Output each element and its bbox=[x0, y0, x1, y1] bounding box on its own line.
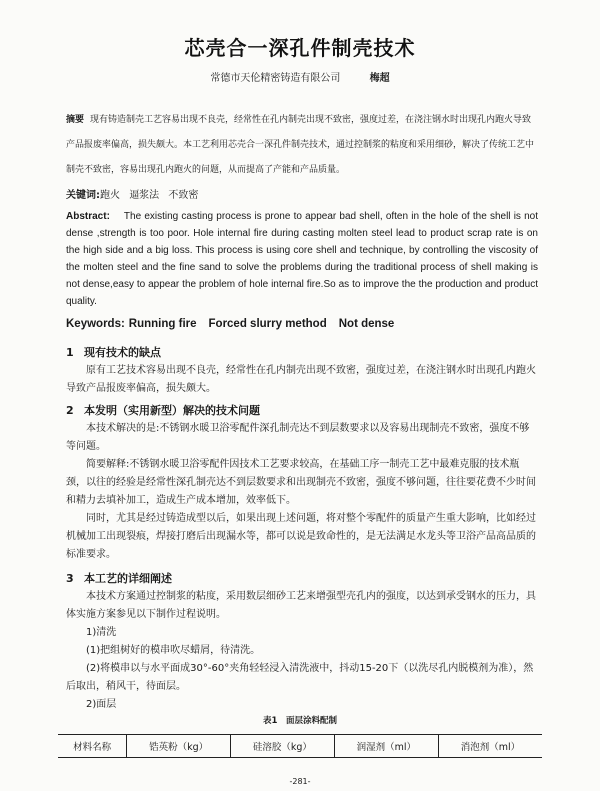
keyword-cn: 逼浆法 bbox=[129, 190, 160, 201]
abstract-cn bbox=[66, 108, 538, 183]
author: 梅超 bbox=[369, 73, 390, 84]
paragraph: 简要解释:不锈钢水暖卫浴零配件因技术工艺要求较高，在基础工序一制壳工艺中最难克服的技术瓶颈，以往的经验是经常性深孔制壳达不到层数要求和出现制壳不致密，强度不够问题，往往要花费不少时间和精力去填补加工，造成生产成本增加，效率低下。 bbox=[66, 459, 536, 506]
keyword-en: Forced slurry method bbox=[208, 318, 327, 330]
section-1-body bbox=[66, 362, 538, 398]
keywords-cn bbox=[66, 186, 538, 201]
abstract-cn-text: 现有铸造制壳工艺容易出现不良壳，经常性在孔内制壳出现不致密，强度过差，在浇注钢水时出现孔内跑火导致产品报废率偏高，损失颇大。本工艺利用芯壳合一深孔件制壳技术，通过控制浆的粘度和采用细砂，解决了传统工艺中制壳不致密，容易出现孔内跑火的问题，从而提高了产能和产品质量。 bbox=[66, 115, 535, 175]
table-caption: 表1 面层涂料配制 bbox=[263, 716, 337, 726]
affiliation-line bbox=[0, 69, 600, 84]
paragraph: 1)清洗 bbox=[86, 627, 117, 638]
section-2-body bbox=[66, 420, 538, 564]
materials-table bbox=[58, 734, 542, 758]
keyword-cn: 跑火 bbox=[100, 190, 120, 201]
paragraph: 本技术方案通过控制浆的粘度，采用数层细砂工艺来增强型壳孔内的强度，以达到承受钢水的压力，具体实施方案参见以下制作过程说明。 bbox=[66, 591, 536, 620]
paragraph: (2)将模串以与水平面成30°-60°夹角轻轻浸入清洗液中，抖动15-20下（以洗尽孔内脱模剂为准），然后取出，稍风干，待面层。 bbox=[66, 663, 534, 692]
keywords-cn-label: 关键词: bbox=[66, 190, 100, 201]
paragraph: 原有工艺技术容易出现不良壳，经常性在孔内制壳出现不致密，强度过差，在浇注钢水时出现孔内跑火导致产品报废率偏高，损失颇大。 bbox=[66, 365, 536, 394]
section-number: 1 bbox=[66, 346, 74, 359]
table-header-row bbox=[58, 735, 542, 758]
abstract-en bbox=[66, 208, 538, 310]
table-header-cell: 材料名称 bbox=[58, 735, 127, 758]
table-header-cell: 锆英粉（kg） bbox=[127, 735, 231, 758]
abstract-en-text: The existing casting process is prone to appear bad shell, often in the hole of the shell is not dense ,strength is too poor. Hole internal fire during casting molten steel lead to product scrap rate is on the high side and a big loss. This process is using core shell and technique, by controlling the viscosity of the molten steel and the fine sand to solve the problems during the traditional process of shell making is not dense,easy to appear the problem of hole internal fire.So as to improve the the production and product quality. bbox=[66, 211, 538, 307]
organization: 常德市天伦精密铸造有限公司 bbox=[210, 73, 341, 84]
keyword-en: Not dense bbox=[338, 318, 395, 330]
section-heading-3 bbox=[66, 570, 538, 586]
page-number: -281- bbox=[289, 777, 311, 786]
section-heading-2 bbox=[66, 402, 538, 418]
paragraph: (1)把组树好的模串吹尽蜡屑，待清洗。 bbox=[86, 645, 261, 656]
keywords-en bbox=[66, 318, 538, 330]
section-title: 现有技术的缺点 bbox=[84, 346, 161, 359]
keywords-en-label: Keywords: bbox=[66, 318, 125, 330]
paragraph: 2)面层 bbox=[86, 699, 117, 710]
section-title: 本发明（实用新型）解决的技术问题 bbox=[84, 404, 260, 417]
table-header-cell: 硅溶胶（kg） bbox=[231, 735, 335, 758]
section-title: 本工艺的详细阐述 bbox=[84, 572, 172, 585]
section-3-body bbox=[66, 588, 538, 714]
keyword-cn: 不致密 bbox=[168, 190, 199, 201]
paragraph: 同时，尤其是经过铸造成型以后，如果出现上述问题，将对整个零配件的质量产生重大影响，比如经过机械加工出现裂痕，焊接打磨后出现漏水等，都可以说是致命性的，是无法满足水龙头等卫浴产品高品质的标准要求。 bbox=[66, 513, 536, 560]
keyword-en: Running fire bbox=[128, 318, 197, 330]
table-header-cell: 消泡剂（ml） bbox=[438, 735, 542, 758]
abstract-en-label: Abstract: bbox=[66, 211, 110, 222]
table-header-cell: 润湿剂（ml） bbox=[334, 735, 438, 758]
section-heading-1 bbox=[66, 344, 538, 360]
paragraph: 本技术解决的是:不锈钢水暖卫浴零配件深孔制壳达不到层数要求以及容易出现制壳不致密，强度不够等问题。 bbox=[66, 423, 530, 452]
page-title: 芯壳合一深孔件制壳技术 bbox=[184, 36, 416, 60]
section-number: 2 bbox=[66, 404, 74, 417]
section-number: 3 bbox=[66, 572, 74, 585]
abstract-cn-label: 摘要 bbox=[66, 115, 85, 125]
